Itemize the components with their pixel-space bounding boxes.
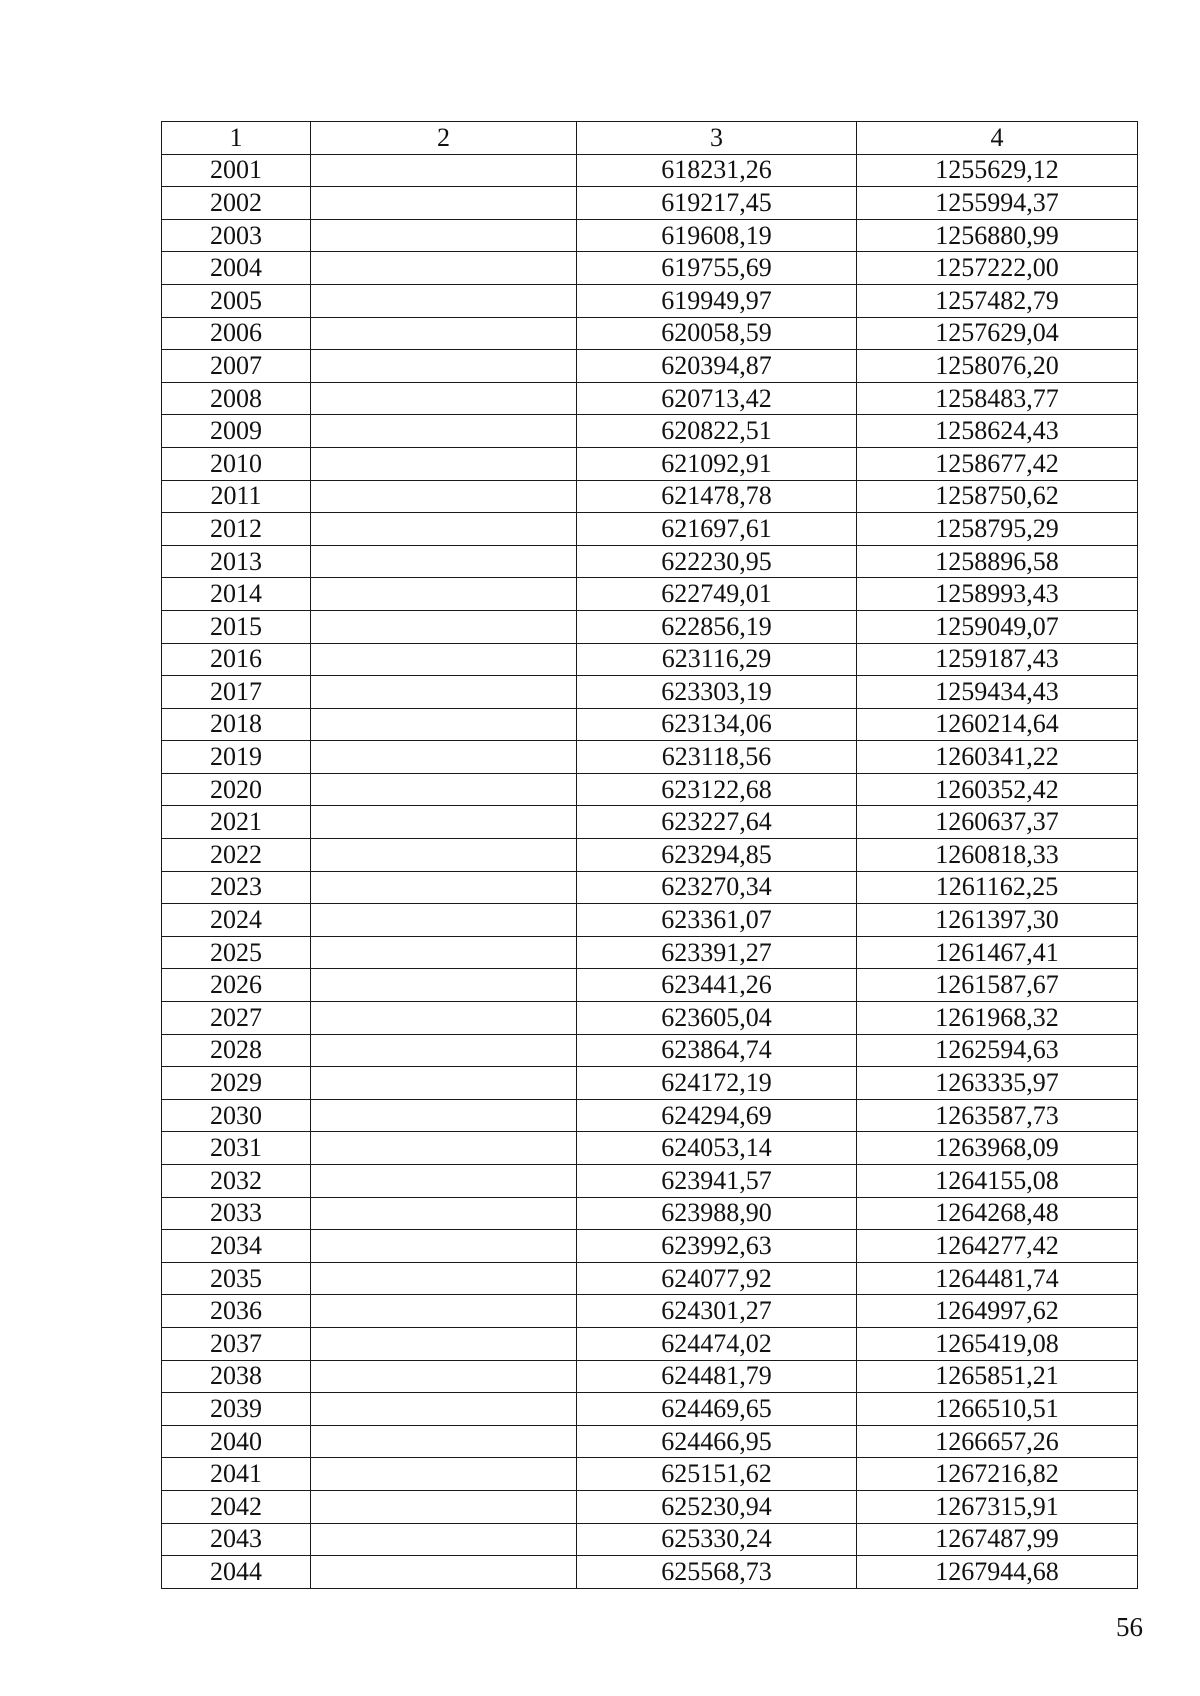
x-coordinate-cell: 624053,14 — [577, 1132, 857, 1165]
point-number-cell: 2023 — [162, 871, 311, 904]
y-coordinate-cell: 1259434,43 — [857, 676, 1138, 709]
table-row — [162, 447, 1138, 480]
table-row — [162, 1230, 1138, 1263]
y-coordinate-cell: 1267944,68 — [857, 1556, 1138, 1589]
table-body — [162, 154, 1138, 1588]
x-coordinate-cell: 624294,69 — [577, 1099, 857, 1132]
point-number-cell: 2005 — [162, 284, 311, 317]
point-number-cell: 2036 — [162, 1295, 311, 1328]
point-number-cell: 2019 — [162, 741, 311, 774]
point-number-cell: 2011 — [162, 480, 311, 513]
empty-cell — [311, 1458, 577, 1491]
x-coordinate-cell: 624469,65 — [577, 1393, 857, 1426]
y-coordinate-cell: 1258076,20 — [857, 350, 1138, 383]
table-row — [162, 1002, 1138, 1035]
table-row — [162, 1132, 1138, 1165]
point-number-cell: 2013 — [162, 545, 311, 578]
table-row — [162, 708, 1138, 741]
y-coordinate-cell: 1262594,63 — [857, 1034, 1138, 1067]
empty-cell — [311, 578, 577, 611]
x-coordinate-cell: 624466,95 — [577, 1425, 857, 1458]
x-coordinate-cell: 620394,87 — [577, 350, 857, 383]
point-number-cell: 2001 — [162, 154, 311, 187]
y-coordinate-cell: 1260341,22 — [857, 741, 1138, 774]
empty-cell — [311, 1067, 577, 1100]
x-coordinate-cell: 620058,59 — [577, 317, 857, 350]
empty-cell — [311, 317, 577, 350]
x-coordinate-cell: 621697,61 — [577, 513, 857, 546]
y-coordinate-cell: 1255629,12 — [857, 154, 1138, 187]
point-number-cell: 2024 — [162, 904, 311, 937]
y-coordinate-cell: 1260352,42 — [857, 773, 1138, 806]
x-coordinate-cell: 623134,06 — [577, 708, 857, 741]
table-row — [162, 610, 1138, 643]
x-coordinate-cell: 623361,07 — [577, 904, 857, 937]
empty-cell — [311, 1523, 577, 1556]
point-number-cell: 2039 — [162, 1393, 311, 1426]
x-coordinate-cell: 623116,29 — [577, 643, 857, 676]
table-row — [162, 187, 1138, 220]
empty-cell — [311, 1360, 577, 1393]
empty-cell — [311, 415, 577, 448]
x-coordinate-cell: 623992,63 — [577, 1230, 857, 1263]
table-row — [162, 1295, 1138, 1328]
x-coordinate-cell: 623270,34 — [577, 871, 857, 904]
table-row — [162, 806, 1138, 839]
table-row — [162, 969, 1138, 1002]
point-number-cell: 2042 — [162, 1490, 311, 1523]
empty-cell — [311, 1197, 577, 1230]
table-row — [162, 382, 1138, 415]
y-coordinate-cell: 1260214,64 — [857, 708, 1138, 741]
point-number-cell: 2012 — [162, 513, 311, 546]
point-number-cell: 2010 — [162, 447, 311, 480]
y-coordinate-cell: 1256880,99 — [857, 219, 1138, 252]
y-coordinate-cell: 1263587,73 — [857, 1099, 1138, 1132]
empty-cell — [311, 708, 577, 741]
y-coordinate-cell: 1267487,99 — [857, 1523, 1138, 1556]
y-coordinate-cell: 1265419,08 — [857, 1327, 1138, 1360]
empty-cell — [311, 1230, 577, 1263]
y-coordinate-cell: 1260818,33 — [857, 839, 1138, 872]
x-coordinate-cell: 625230,94 — [577, 1490, 857, 1523]
point-number-cell: 2009 — [162, 415, 311, 448]
x-coordinate-cell: 624077,92 — [577, 1262, 857, 1295]
empty-cell — [311, 806, 577, 839]
table-row — [162, 1425, 1138, 1458]
x-coordinate-cell: 624481,79 — [577, 1360, 857, 1393]
table-row — [162, 936, 1138, 969]
x-coordinate-cell: 619755,69 — [577, 252, 857, 285]
x-coordinate-cell: 623294,85 — [577, 839, 857, 872]
point-number-cell: 2003 — [162, 219, 311, 252]
table-header-row — [162, 122, 1138, 155]
empty-cell — [311, 676, 577, 709]
table-row — [162, 350, 1138, 383]
x-coordinate-cell: 623227,64 — [577, 806, 857, 839]
empty-cell — [311, 1490, 577, 1523]
x-coordinate-cell: 623441,26 — [577, 969, 857, 1002]
x-coordinate-cell: 624301,27 — [577, 1295, 857, 1328]
y-coordinate-cell: 1264155,08 — [857, 1165, 1138, 1198]
y-coordinate-cell: 1258624,43 — [857, 415, 1138, 448]
point-number-cell: 2033 — [162, 1197, 311, 1230]
y-coordinate-cell: 1261467,41 — [857, 936, 1138, 969]
y-coordinate-cell: 1258993,43 — [857, 578, 1138, 611]
empty-cell — [311, 741, 577, 774]
point-number-cell: 2040 — [162, 1425, 311, 1458]
table-row — [162, 1556, 1138, 1589]
y-coordinate-cell: 1261968,32 — [857, 1002, 1138, 1035]
x-coordinate-cell: 625568,73 — [577, 1556, 857, 1589]
empty-cell — [311, 871, 577, 904]
table-row — [162, 317, 1138, 350]
point-number-cell: 2031 — [162, 1132, 311, 1165]
empty-cell — [311, 1393, 577, 1426]
x-coordinate-cell: 619217,45 — [577, 187, 857, 220]
x-coordinate-cell: 622856,19 — [577, 610, 857, 643]
point-number-cell: 2015 — [162, 610, 311, 643]
x-coordinate-cell: 625151,62 — [577, 1458, 857, 1491]
point-number-cell: 2037 — [162, 1327, 311, 1360]
y-coordinate-cell: 1257482,79 — [857, 284, 1138, 317]
empty-cell — [311, 1099, 577, 1132]
y-coordinate-cell: 1267315,91 — [857, 1490, 1138, 1523]
y-coordinate-cell: 1258483,77 — [857, 382, 1138, 415]
y-coordinate-cell: 1258795,29 — [857, 513, 1138, 546]
point-number-cell: 2030 — [162, 1099, 311, 1132]
point-number-cell: 2038 — [162, 1360, 311, 1393]
empty-cell — [311, 839, 577, 872]
empty-cell — [311, 350, 577, 383]
point-number-cell: 2016 — [162, 643, 311, 676]
empty-cell — [311, 1425, 577, 1458]
x-coordinate-cell: 621092,91 — [577, 447, 857, 480]
table-row — [162, 545, 1138, 578]
point-number-cell: 2032 — [162, 1165, 311, 1198]
y-coordinate-cell: 1258750,62 — [857, 480, 1138, 513]
y-coordinate-cell: 1258677,42 — [857, 447, 1138, 480]
point-number-cell: 2028 — [162, 1034, 311, 1067]
coordinates-table — [161, 121, 1138, 1589]
point-number-cell: 2004 — [162, 252, 311, 285]
y-coordinate-cell: 1264277,42 — [857, 1230, 1138, 1263]
y-coordinate-cell: 1266657,26 — [857, 1425, 1138, 1458]
table-row — [162, 284, 1138, 317]
table-row — [162, 676, 1138, 709]
empty-cell — [311, 643, 577, 676]
x-coordinate-cell: 623122,68 — [577, 773, 857, 806]
table-row — [162, 1393, 1138, 1426]
empty-cell — [311, 480, 577, 513]
table-row — [162, 1197, 1138, 1230]
x-coordinate-cell: 625330,24 — [577, 1523, 857, 1556]
y-coordinate-cell: 1258896,58 — [857, 545, 1138, 578]
column-header-3: 3 — [577, 122, 857, 155]
table-row — [162, 904, 1138, 937]
point-number-cell: 2006 — [162, 317, 311, 350]
x-coordinate-cell: 619608,19 — [577, 219, 857, 252]
table-row — [162, 773, 1138, 806]
table-row — [162, 480, 1138, 513]
empty-cell — [311, 610, 577, 643]
empty-cell — [311, 773, 577, 806]
empty-cell — [311, 219, 577, 252]
table-row — [162, 415, 1138, 448]
point-number-cell: 2027 — [162, 1002, 311, 1035]
point-number-cell: 2026 — [162, 969, 311, 1002]
y-coordinate-cell: 1264481,74 — [857, 1262, 1138, 1295]
table-row — [162, 1458, 1138, 1491]
y-coordinate-cell: 1260637,37 — [857, 806, 1138, 839]
x-coordinate-cell: 624474,02 — [577, 1327, 857, 1360]
x-coordinate-cell: 623118,56 — [577, 741, 857, 774]
point-number-cell: 2014 — [162, 578, 311, 611]
table-row — [162, 1067, 1138, 1100]
y-coordinate-cell: 1264997,62 — [857, 1295, 1138, 1328]
y-coordinate-cell: 1255994,37 — [857, 187, 1138, 220]
y-coordinate-cell: 1257222,00 — [857, 252, 1138, 285]
empty-cell — [311, 936, 577, 969]
x-coordinate-cell: 622230,95 — [577, 545, 857, 578]
empty-cell — [311, 1132, 577, 1165]
empty-cell — [311, 1034, 577, 1067]
x-coordinate-cell: 622749,01 — [577, 578, 857, 611]
table-row — [162, 871, 1138, 904]
x-coordinate-cell: 623941,57 — [577, 1165, 857, 1198]
x-coordinate-cell: 623391,27 — [577, 936, 857, 969]
empty-cell — [311, 1262, 577, 1295]
empty-cell — [311, 1295, 577, 1328]
empty-cell — [311, 284, 577, 317]
empty-cell — [311, 252, 577, 285]
table-row — [162, 1034, 1138, 1067]
y-coordinate-cell: 1261162,25 — [857, 871, 1138, 904]
empty-cell — [311, 904, 577, 937]
table-row — [162, 1327, 1138, 1360]
point-number-cell: 2043 — [162, 1523, 311, 1556]
x-coordinate-cell: 618231,26 — [577, 154, 857, 187]
point-number-cell: 2021 — [162, 806, 311, 839]
empty-cell — [311, 1327, 577, 1360]
point-number-cell: 2007 — [162, 350, 311, 383]
empty-cell — [311, 1002, 577, 1035]
x-coordinate-cell: 621478,78 — [577, 480, 857, 513]
table-row — [162, 154, 1138, 187]
empty-cell — [311, 545, 577, 578]
table-row — [162, 643, 1138, 676]
table-row — [162, 1165, 1138, 1198]
table-row — [162, 578, 1138, 611]
table-row — [162, 1360, 1138, 1393]
x-coordinate-cell: 623988,90 — [577, 1197, 857, 1230]
table-row — [162, 219, 1138, 252]
empty-cell — [311, 1556, 577, 1589]
point-number-cell: 2029 — [162, 1067, 311, 1100]
page-number: 56 — [1116, 1612, 1143, 1642]
y-coordinate-cell: 1263968,09 — [857, 1132, 1138, 1165]
table-row — [162, 1262, 1138, 1295]
table-row — [162, 741, 1138, 774]
y-coordinate-cell: 1266510,51 — [857, 1393, 1138, 1426]
y-coordinate-cell: 1265851,21 — [857, 1360, 1138, 1393]
table-row — [162, 1099, 1138, 1132]
table-row — [162, 252, 1138, 285]
point-number-cell: 2034 — [162, 1230, 311, 1263]
column-header-2: 2 — [311, 122, 577, 155]
table-row — [162, 1490, 1138, 1523]
y-coordinate-cell: 1264268,48 — [857, 1197, 1138, 1230]
column-header-1: 1 — [162, 122, 311, 155]
empty-cell — [311, 382, 577, 415]
point-number-cell: 2022 — [162, 839, 311, 872]
y-coordinate-cell: 1257629,04 — [857, 317, 1138, 350]
y-coordinate-cell: 1261587,67 — [857, 969, 1138, 1002]
point-number-cell: 2035 — [162, 1262, 311, 1295]
column-header-4: 4 — [857, 122, 1138, 155]
y-coordinate-cell: 1261397,30 — [857, 904, 1138, 937]
x-coordinate-cell: 619949,97 — [577, 284, 857, 317]
point-number-cell: 2002 — [162, 187, 311, 220]
point-number-cell: 2020 — [162, 773, 311, 806]
point-number-cell: 2044 — [162, 1556, 311, 1589]
empty-cell — [311, 1165, 577, 1198]
x-coordinate-cell: 620713,42 — [577, 382, 857, 415]
point-number-cell: 2017 — [162, 676, 311, 709]
y-coordinate-cell: 1259049,07 — [857, 610, 1138, 643]
x-coordinate-cell: 623303,19 — [577, 676, 857, 709]
point-number-cell: 2018 — [162, 708, 311, 741]
table-row — [162, 1523, 1138, 1556]
x-coordinate-cell: 620822,51 — [577, 415, 857, 448]
point-number-cell: 2008 — [162, 382, 311, 415]
point-number-cell: 2025 — [162, 936, 311, 969]
empty-cell — [311, 447, 577, 480]
x-coordinate-cell: 623605,04 — [577, 1002, 857, 1035]
empty-cell — [311, 513, 577, 546]
table-row — [162, 513, 1138, 546]
y-coordinate-cell: 1267216,82 — [857, 1458, 1138, 1491]
empty-cell — [311, 969, 577, 1002]
x-coordinate-cell: 624172,19 — [577, 1067, 857, 1100]
table-row — [162, 839, 1138, 872]
x-coordinate-cell: 623864,74 — [577, 1034, 857, 1067]
y-coordinate-cell: 1263335,97 — [857, 1067, 1138, 1100]
empty-cell — [311, 187, 577, 220]
point-number-cell: 2041 — [162, 1458, 311, 1491]
empty-cell — [311, 154, 577, 187]
y-coordinate-cell: 1259187,43 — [857, 643, 1138, 676]
